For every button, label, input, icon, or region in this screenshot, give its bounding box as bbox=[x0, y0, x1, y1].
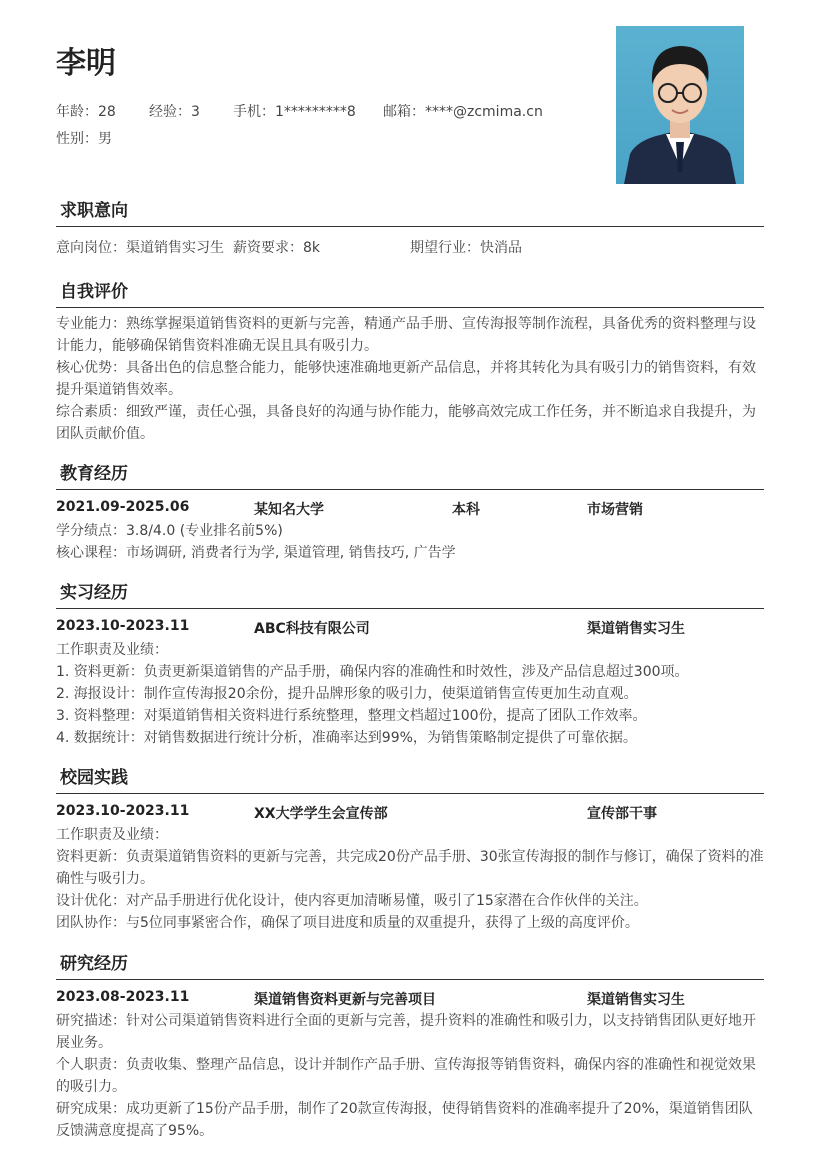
campus-date: 2023.10-2023.11 bbox=[56, 803, 190, 819]
experience-label: 经验： bbox=[149, 104, 191, 120]
internship-company: ABC科技有限公司 bbox=[254, 621, 370, 637]
phone-field bbox=[233, 101, 383, 121]
education-section bbox=[56, 459, 764, 564]
info-line-1 bbox=[56, 101, 543, 121]
candidate-name: 李明 bbox=[56, 46, 116, 81]
internship-date: 2023.10-2023.11 bbox=[56, 618, 190, 634]
self-eval-item: 综合素质：细致严谨，责任心强，具备良好的沟通与协作能力，能够高效完成工作任务，并不断追求自我提升，为团队贡献价值。 bbox=[56, 404, 756, 442]
campus-title: 校园实践 bbox=[56, 763, 764, 794]
self-eval-item: 专业能力：熟练掌握渠道销售资料的更新与完善，精通产品手册、宣传海报等制作流程，具备优秀的资料整理与设计能力，能够确保销售资料准确无误且具有吸引力。 bbox=[56, 316, 756, 354]
job-intent-row bbox=[56, 237, 764, 259]
internship-title: 实习经历 bbox=[56, 578, 764, 609]
intent-industry: 期望行业：快消品 bbox=[410, 240, 522, 256]
education-date: 2021.09-2025.06 bbox=[56, 499, 190, 515]
phone-value: 1*********8 bbox=[275, 104, 356, 120]
research-detail: 研究成果：成功更新了15份产品手册，制作了20款宣传海报，使得销售资料的准确率提升了20%，渠道销售团队反馈满意度提高了95%。 bbox=[56, 1101, 753, 1139]
self-eval-title: 自我评价 bbox=[56, 277, 764, 308]
education-school: 某知名大学 bbox=[254, 502, 324, 518]
profile-photo bbox=[616, 26, 744, 184]
research-title: 研究经历 bbox=[56, 949, 764, 980]
internship-role: 渠道销售实习生 bbox=[587, 621, 685, 637]
gender-value: 男 bbox=[98, 131, 112, 147]
education-detail: 核心课程：市场调研, 消费者行为学, 渠道管理, 销售技巧, 广告学 bbox=[56, 545, 456, 561]
education-major: 市场营销 bbox=[587, 502, 643, 518]
research-date: 2023.08-2023.11 bbox=[56, 989, 190, 1005]
intent-salary: 薪资要求：8k bbox=[233, 240, 321, 256]
campus-role: 宣传部干事 bbox=[587, 806, 657, 822]
email-label: 邮箱： bbox=[383, 104, 425, 120]
gender-label: 性别： bbox=[56, 131, 98, 147]
age-value: 28 bbox=[98, 104, 116, 120]
age-field bbox=[56, 101, 149, 121]
research-detail: 研究描述：针对公司渠道销售资料进行全面的更新与完善，提升资料的准确性和吸引力，以支持销售团队更好地开展业务。 bbox=[56, 1013, 756, 1051]
research-header-row bbox=[56, 986, 764, 1010]
intent-position: 意向岗位：渠道销售实习生 bbox=[56, 240, 224, 256]
age-label: 年龄： bbox=[56, 104, 98, 120]
job-intent-title: 求职意向 bbox=[56, 196, 764, 227]
education-title: 教育经历 bbox=[56, 459, 764, 490]
gender-field bbox=[56, 128, 112, 148]
education-header-row bbox=[56, 496, 764, 520]
email-value: ****@zcmima.cn bbox=[425, 104, 543, 120]
campus-org: XX大学学生会宣传部 bbox=[254, 806, 388, 822]
profile-photo-portrait bbox=[616, 26, 744, 184]
campus-detail: 资料更新：负责渠道销售资料的更新与完善，共完成20份产品手册、30张宣传海报的制作与修订，确保了资料的准确性与吸引力。 bbox=[56, 849, 764, 887]
self-eval-section bbox=[56, 277, 764, 445]
self-eval-item: 核心优势：具备出色的信息整合能力，能够快速准确地更新产品信息，并将其转化为具有吸引力的销售资料，有效提升渠道销售效率。 bbox=[56, 360, 756, 398]
phone-label: 手机： bbox=[233, 104, 275, 120]
campus-header-row bbox=[56, 800, 764, 824]
campus-detail: 团队协作：与5位同事紧密合作，确保了项目进度和质量的双重提升，获得了上级的高度评价。 bbox=[56, 915, 639, 931]
job-intent-section bbox=[56, 196, 764, 259]
internship-detail: 工作职责及业绩： bbox=[56, 642, 168, 658]
info-line-2 bbox=[56, 128, 112, 148]
education-degree: 本科 bbox=[452, 502, 480, 518]
internship-header-row bbox=[56, 615, 764, 639]
research-role: 渠道销售实习生 bbox=[587, 992, 685, 1008]
internship-detail: 4. 数据统计：对销售数据进行统计分析，准确率达到99%，为销售策略制定提供了可靠依据。 bbox=[56, 730, 637, 746]
education-detail: 学分绩点：3.8/4.0 (专业排名前5%) bbox=[56, 523, 283, 539]
internship-detail: 3. 资料整理：对渠道销售相关资料进行系统整理，整理文档超过100份，提高了团队工作效率。 bbox=[56, 708, 647, 724]
experience-value: 3 bbox=[191, 104, 200, 120]
campus-detail: 设计优化：对产品手册进行优化设计，使内容更加清晰易懂，吸引了15家潜在合作伙伴的关注。 bbox=[56, 893, 648, 909]
research-section bbox=[56, 949, 764, 1142]
research-project: 渠道销售资料更新与完善项目 bbox=[254, 992, 436, 1008]
email-field bbox=[383, 101, 543, 121]
campus-detail: 工作职责及业绩： bbox=[56, 827, 168, 843]
experience-field bbox=[149, 101, 233, 121]
internship-detail: 2. 海报设计：制作宣传海报20余份，提升品牌形象的吸引力，使渠道销售宣传更加生动直观。 bbox=[56, 686, 638, 702]
internship-detail: 1. 资料更新：负责更新渠道销售的产品手册，确保内容的准确性和时效性，涉及产品信息超过300项。 bbox=[56, 664, 689, 680]
campus-section bbox=[56, 763, 764, 934]
research-detail: 个人职责：负责收集、整理产品信息，设计并制作产品手册、宣传海报等销售资料，确保内容的准确性和视觉效果的吸引力。 bbox=[56, 1057, 756, 1095]
internship-section bbox=[56, 578, 764, 749]
